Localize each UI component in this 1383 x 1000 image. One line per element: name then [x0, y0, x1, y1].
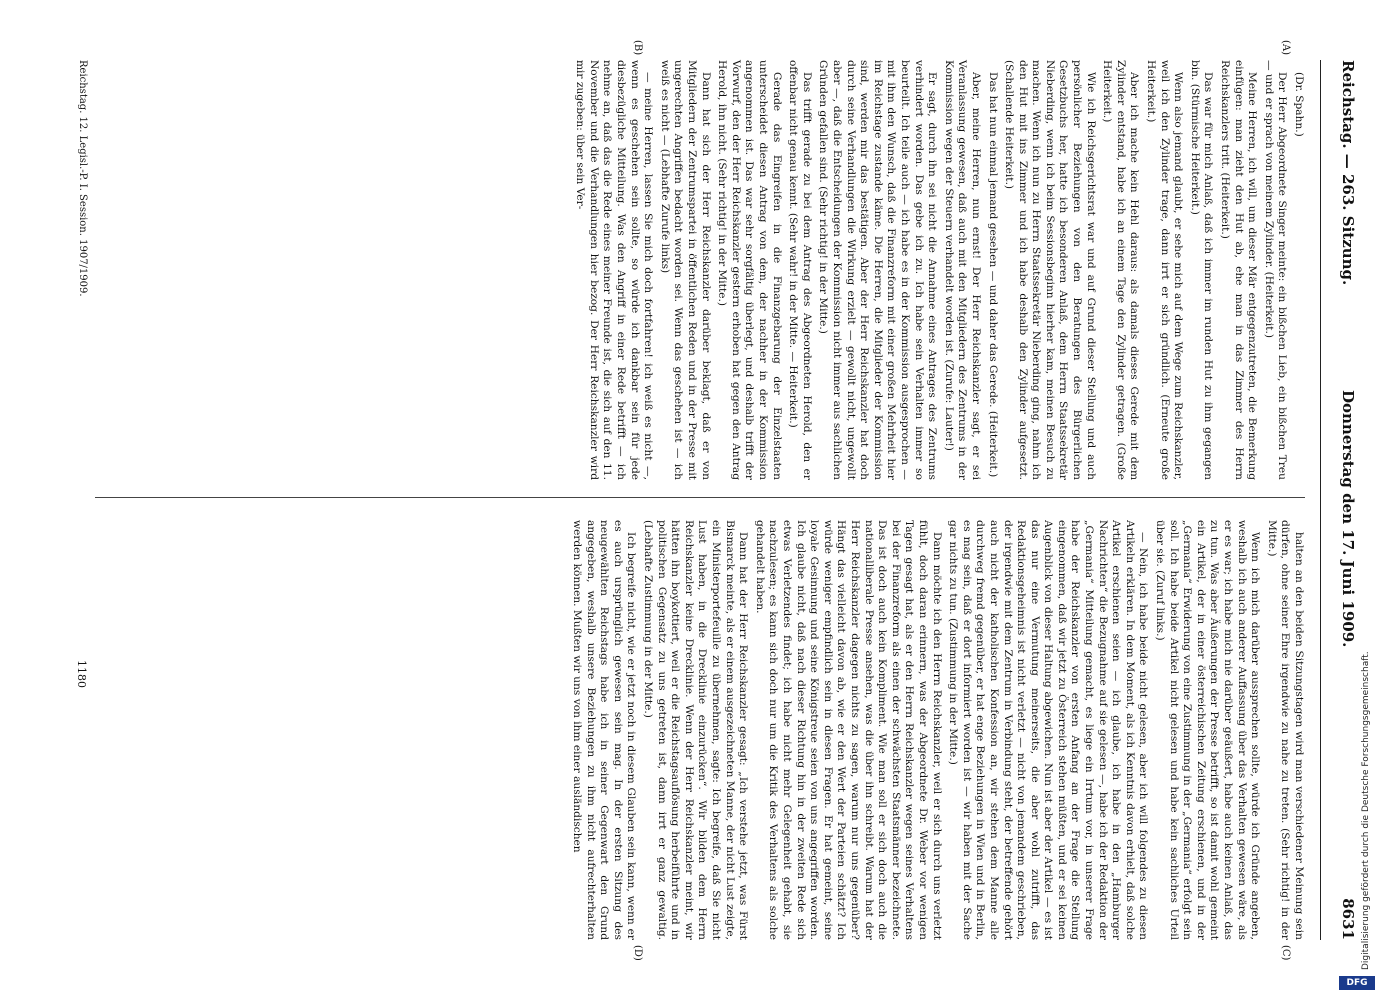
paragraph: Dann hat sich der Herr Reichskanzler darüber beklagt, daß er von Mitgliedern der Zentrumspartei in öffentlichen Reden und in der Presse mit ungerechten Angriffen bedacht worden sei. Wenn das geschehen ist — ich weiß es nicht — (Lebhafte Zurufe links) — [658, 60, 712, 480]
paragraph: Der Herr Abgeordnete Singer meinte: ein bißchen Lieb, ein bißchen Treu — und er sprach von meinem Zylinder. (Heiterkeit.) — [1262, 60, 1289, 480]
page-footer — [77, 60, 88, 940]
paragraph: Wenn also jemand glaubt, er sehe mich auf dem Wege zum Reichskanzler, weil ich den Zylinder trage, dann irrt er sich gründlich. (Erneute große Heiterkeit.) — [1145, 60, 1185, 480]
paragraph: Meine Herren, ich will, um dieser Mär entgegenzutreten, die Bemerkung einfügen: man zieht den Hut ab, ehe man in das Zimmer des Herrn Reichskanzlers tritt. (Heiterkeit.) — [1219, 60, 1259, 480]
paragraph: halten an den beiden Sitzungstagen wird man verschiedener Meinung sein dürfen, ohne seiner Ehre irgendwie zu nahe zu treten. (Sehr richtig! in der Mitte.) — [1265, 520, 1305, 940]
right-column — [567, 520, 1305, 940]
header-page-number: 8631 — [1339, 898, 1357, 940]
paragraph: Wenn ich mich darüber aussprechen sollte, würde ich Gründe angeben, weshalb ich auch anderer Auffassung über das Verhalten gewesen wäre, als er es war; ich habe mich nie darüber geäußert, habe auch keinen Anlaß, das zu tun. Was aber Äußerungen der Presse betrifft, so ist damit wohl gemeint ein Artikel, der in einer österreichischen Zeitung erschienen, und in der „Germania“ Erwiderung von eine Zustimmung in der „Germania“ erfolgt sein soll. Ich habe beide Artikel nicht gelesen und habe kein sachliches Urteil über sie. (Zuruf links.) — [1154, 520, 1262, 940]
paragraph: Aber ich mache kein Hehl daraus: als damals dieses Gerede mit dem Zylinder entstand, habe ich an einem Tage den Zylinder getragen. (Große Heiterkeit.) — [1101, 60, 1141, 480]
footer-page-number: 1180 — [75, 660, 88, 688]
dfg-logo: DFG — [1339, 976, 1375, 990]
paragraph: Er sagt, durch ihn sei nicht die Annahme eines Antrages des Zentrums verhindert worden. Das gebe ich zu. Ich habe sein Verhalten immer so beurteilt. Ich teile auch — ich habe es in der Kommission ausgesprochen — mit ihm den Wunsch, daß die Finanzreform mit einer großen Mehrheit hier im Reichstage zustande käme. Die Herren, die Mitglieder der Kommission sind, werden mir das bestätigen. Aber der Herr Reichskanzler hat doch durch seine Verhandlungen die Wirkung erzielt — gewollt nicht, ungewollt aber —, daß die Entscheidungen der Kommission nicht immer aus sachlichen Gründen gefallen sind. (Sehr richtig! in der Mitte.) — [817, 60, 939, 480]
margin-mark-d: (D) — [632, 945, 643, 961]
margin-mark-a: (A) — [1280, 40, 1291, 56]
paragraph: Dann möchte ich den Herrn Reichskanzler, weil er sich durch uns verletzt fühlt, doch daran erinnern, was der Abgeordnete Dr. Weber vor wenigen Tagen gesagt hat, als er den Herrn Reichskanzler wegen seines Verhaltens bei der Finanzreform als einen der schwächsten Staatsmänner bezeichnete. Das ist doch auch kein Kompliment. Wie man soll er sich doch auch die nationalliberale Presse ansehen, was die über ihn schreibt. Warum hat der Herr Reichskanzler dagegen nichts zu sagen, warum nur uns gegenüber? Hängt das vielleicht davon ab, wie er den Wert der Parteien schätzt? Ich würde weniger empfindlich sein in diesen Fragen. Er hat gemeint, seine loyale Gesinnung und seine Königstreue seien von uns angegriffen worden. Ich glaube nicht, daß nach dieser Richtung hin in der zweiten Rede sich etwas Verletzendes findet; ich habe nicht mehr Gelegenheit gehabt, sie nachzulesen; es kann sich doch nur um die Kritik des Verhaltens als solche gehandelt haben. — [753, 520, 943, 940]
paragraph: Dann hat der Herr Reichskanzler gesagt: „Ich verstehe jetzt, was Fürst Bismarck meinte, als er einem ausgezeichneten Manne, der nicht Lust zeigte, ein Ministerportefeuille zu übernehmen, sagte: Ich begreife, daß Sie nicht Lust haben, in die Drecklinie einzurücken“. Wir bilden dem Herrn Reichskanzler keine Drecklinie. Wenn der Herr Reichskanzler meint, wir hätten ihn boykottiert, weil er die Reichstagsauflösung herbeiführte und in politischen Gegensatz zu uns getreten ist, dann irrt er ganz gewaltig. (Lebhafte Zustimmung in der Mitte.) — [642, 520, 750, 940]
paragraph: Ich begreife nicht, wie er jetzt noch in diesem Glauben sein kann, wenn er es auch ursprünglich gewesen sein mag. In der ersten Sitzung des neugewählten Reichstags habe ich in seiner Gegenwart den Grund angegeben, weshalb unsere Beziehungen zu ihm nicht aufrechterhalten werden können. Mußten wir uns von ihm einer ausländischen — [571, 520, 638, 940]
column-divider — [95, 497, 1305, 498]
paragraph: (Dr. Spahn.) — [1293, 72, 1305, 137]
paragraph: Das war für mich Anlaß, daß ich immer im runden Hut zu ihm gegangen bin. (Stürmische Heiterkeit.) — [1188, 60, 1215, 480]
paragraph: Aber, meine Herren, nun ernst! Der Herr Reichskanzler sagt, er sei Veranlassung gewesen, daß auch mit den Mitgliedern des Zentrums in der Kommission wegen der Steuern verhandelt worden ist. (Zurufe: Lauter!) — [942, 60, 982, 480]
header-date: Donnerstag den 17. Juni 1909. — [1339, 390, 1357, 648]
left-column — [570, 60, 1305, 480]
margin-mark-c: (C) — [1280, 945, 1291, 961]
paragraph: Gerade das Eingreifen in die Finanzgebarung der Einzelstaaten unterscheidet diesen Antrag von dem, der nachher in der Kommission angenommen ist. Das war sehr sorgfältig überlegt, und deshalb trifft der Vorwurf, den der Herr Reichskanzler gestern erhoben hat gegen den Antrag Herold, ihn nicht. (Sehr richtig! in der Mitte.) — [716, 60, 783, 480]
footer-session: Reichstag. 12. Legisl.-P. I. Session. 1907/1909. — [77, 60, 88, 297]
page-header — [1325, 60, 1357, 940]
paragraph: Das trifft gerade zu bei dem Antrag des Abgeordneten Herold, den er offenbar nicht genau kennt. (Sehr wahr! in der Mitte. — Heiterkeit.) — [787, 60, 813, 480]
margin-mark-b: (B) — [632, 40, 643, 56]
paragraph: Das hat nun einmal jemand gesehen — und daher das Gerede. (Heiterkeit.) — [986, 72, 999, 478]
paragraph: — Nein, ich habe beide nicht gelesen, aber ich will folgendes zu diesen Artikeln erklären. In dem Moment, als ich Kenntnis davon erhielt, daß solche Artikel erschienen seien — ich glaube, ich habe in den „Hamburger Nachrichten“ die Bezugnahme auf sie gelesen —, habe ich der Redaktion der „Germania“ Mitteilung gemacht, es liege ein Irrtum vor, in unserer Frage habe der Reichskanzler von ersten Anfang an der Frage die Stellung eingenommen, daß wir jetzt zu Österreich stehen müßten, und er sei keinen Augenblick von dieser Haltung abgewichen. Nun ist aber der Artikel — es ist das nur eine Vermutung meinerseits, die aber wohl zutrifft, das Redaktionsgeheimnis ist nicht verletzt — nicht von jemandem geschrieben, der irgendwie mit dem Zentrum in Verbindung steht, der betreffende gehört auch nicht der katholischen Konfession an, wir stehen dem Manne alle durchweg fremd gegenüber, er hat enge Beziehungen in Wien und in Berlin, es mag sein, daß er dort informiert worden ist — wir haben mit der Sache gar nichts zu tun. (Zustimmung in der Mitte.) — [947, 520, 1150, 940]
paragraph: Wie ich Reichsgerichtsrat war und auf Grund dieser Stellung und auch persönlicher Beziehungen von den Beratungen des Bürgerlichen Gesetzbuchs her, hatte ich besonderen Anlaß, dem Herrn Staatssekretär Nieberding, wenn ich beim Sessionsbeginn hierher kam, meinen Besuch zu machen. Wenn ich nun zu Herrn Staatssekretär Nieberding ging, nahm ich den Hut mit ins Zimmer und ich habe deshalb den Zylinder aufgesetzt. (Schallende Heiterkeit.) — [1003, 60, 1097, 480]
header-left: Reichstag. — 263. Sitzung. — [1339, 60, 1357, 286]
header-rule — [1320, 60, 1321, 940]
digitization-note: Digitalisierung gefördert durch die Deutsche Forschungsgemeinschaft. — [1361, 651, 1371, 970]
paragraph: — meine Herren, lassen Sie mich doch fortfahren! ich weiß es nicht —, wenn es geschehen sein sollte, so würde ich dankbar sein für jede diesbezügliche Mitteilung. Was den Angriff in einer Rede betrifft — ich nehme an, daß das die Rede eines meiner Freunde ist, die sich auf den 11. November und die Verhandlungen hier bezog. Der Herr Reichskanzler wird mir zugeben: über sein Ver- — [574, 60, 655, 480]
